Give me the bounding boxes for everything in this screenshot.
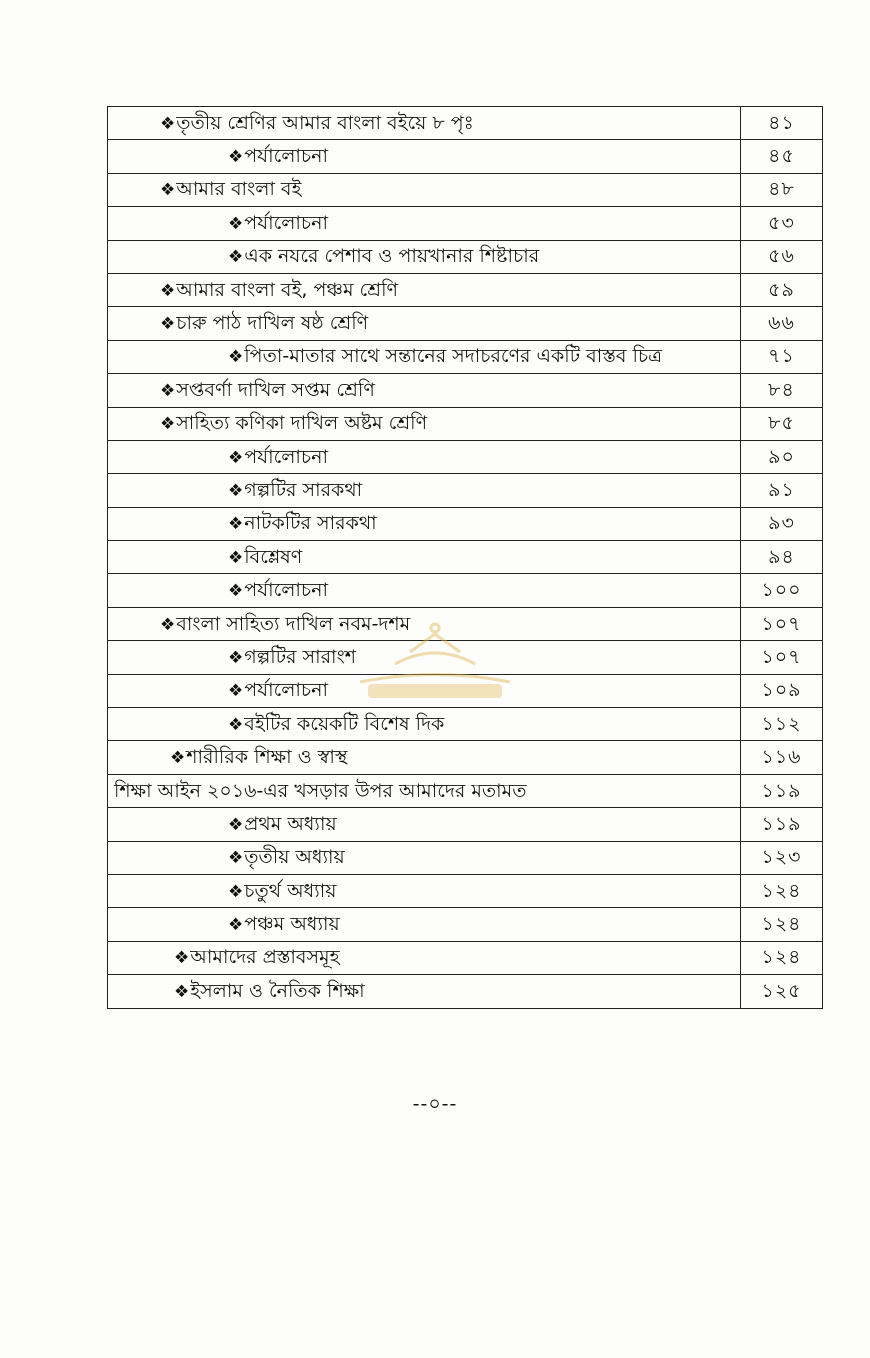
toc-row: [108, 407, 823, 440]
diamond-bullet-icon: ❖: [228, 480, 244, 501]
toc-entry: [108, 545, 303, 568]
toc-row: [108, 741, 823, 774]
toc-title-cell: [108, 173, 741, 206]
toc-entry: [108, 247, 539, 266]
diamond-bullet-icon: ❖: [228, 915, 244, 936]
toc-entry-title: বাংলা সাহিত্য দাখিল নবম-দশম: [176, 612, 411, 635]
toc-row: [108, 307, 823, 340]
toc-entry-title: পর্যালোচনা: [244, 579, 329, 602]
diamond-bullet-icon: ❖: [160, 314, 176, 335]
toc-row: [108, 240, 823, 273]
end-marker: --০--: [412, 1093, 458, 1115]
toc-page-number: ১২৩: [741, 841, 823, 874]
toc-page-number: ৭১: [741, 340, 823, 373]
toc-page-number: ৪৫: [741, 140, 823, 173]
toc-row: [108, 507, 823, 540]
toc-page-number: ৫৯: [741, 273, 823, 306]
diamond-bullet-icon: ❖: [228, 714, 244, 735]
diamond-bullet-icon: ❖: [228, 213, 244, 234]
toc-entry: [108, 514, 377, 533]
diamond-bullet-icon: ❖: [170, 748, 186, 769]
toc-entry: [108, 948, 340, 967]
diamond-bullet-icon: ❖: [228, 681, 244, 702]
toc-title-cell: [108, 941, 741, 974]
toc-title-cell: [108, 407, 741, 440]
toc-title-cell: [108, 908, 741, 941]
toc-row: [108, 107, 823, 140]
toc-row: [108, 908, 823, 941]
toc-row: [108, 774, 823, 807]
toc-entry-title: পর্যালোচনা: [244, 445, 329, 468]
toc-title-cell: [108, 774, 741, 807]
toc-page-number: ৯১: [741, 474, 823, 507]
toc-title-cell: [108, 273, 741, 306]
toc-row: [108, 541, 823, 574]
toc-title-cell: [108, 474, 741, 507]
toc-entry-title: গল্পটির সারাংশ: [244, 645, 356, 668]
toc-row: [108, 841, 823, 874]
toc-title-cell: [108, 107, 741, 140]
toc-title-cell: [108, 975, 741, 1008]
toc-title-cell: [108, 541, 741, 574]
toc-page-number: ৪১: [741, 107, 823, 140]
toc-entry-title: ইসলাম ও নৈতিক শিক্ষা: [190, 979, 365, 1002]
toc-page-number: ১০৭: [741, 641, 823, 674]
toc-page-number: ১১৯: [741, 774, 823, 807]
diamond-bullet-icon: ❖: [228, 647, 244, 668]
diamond-bullet-icon: ❖: [228, 814, 244, 835]
toc-entry-title: শিক্ষা আইন ২০১৬-এর খসড়ার উপর আমাদের মতামত: [114, 779, 527, 802]
diamond-bullet-icon: ❖: [228, 147, 244, 168]
toc-page-number: ৯০: [741, 440, 823, 473]
toc-entry: [108, 478, 363, 501]
toc-page-number: ৫৩: [741, 207, 823, 240]
diamond-bullet-icon: ❖: [228, 848, 244, 869]
toc-title-cell: [108, 374, 741, 407]
diamond-bullet-icon: ❖: [160, 113, 176, 134]
toc-row: [108, 440, 823, 473]
toc-entry: [108, 645, 356, 668]
toc-entry-title: আমার বাংলা বই: [176, 178, 302, 201]
toc-title-cell: [108, 507, 741, 540]
toc-page-number: ১১২: [741, 708, 823, 741]
toc-title-cell: [108, 340, 741, 373]
toc-entry: [108, 581, 328, 600]
toc-entry: [108, 445, 329, 468]
toc-entry-title: আমার বাংলা বই, পঞ্চম শ্রেণি: [176, 278, 399, 301]
toc-entry-title: বিশ্লেষণ: [244, 545, 303, 568]
toc-entry-title: তৃতীয় অধ্যায়: [244, 846, 345, 869]
toc-page-number: ৬৬: [741, 307, 823, 340]
diamond-bullet-icon: ❖: [228, 447, 244, 468]
toc-page-number: ১১৯: [741, 808, 823, 841]
toc-entry: [108, 848, 345, 867]
toc-title-cell: [108, 307, 741, 340]
toc-entry: [108, 414, 427, 433]
toc-page-number: ৮৫: [741, 407, 823, 440]
diamond-bullet-icon: ❖: [228, 247, 244, 268]
toc-entry-title: পর্যালোচনা: [244, 679, 329, 702]
toc-row: [108, 941, 823, 974]
toc-body: [108, 107, 823, 1009]
toc-row: [108, 874, 823, 907]
toc-page-number: ১২৫: [741, 975, 823, 1008]
toc-page-number: ১০০: [741, 574, 823, 607]
toc-entry: [108, 147, 328, 166]
toc-row: [108, 474, 823, 507]
toc-entry-title: চতুর্থ অধ্যায়: [244, 879, 337, 902]
toc-page-number: ১২৪: [741, 941, 823, 974]
toc-entry: [108, 915, 340, 934]
toc-title-cell: [108, 207, 741, 240]
toc-entry-title: সপ্তবর্ণা দাখিল সপ্তম শ্রেণি: [176, 378, 375, 401]
toc-entry: [108, 681, 328, 700]
toc-entry: [108, 712, 445, 735]
toc-entry-title: এক নযরে পেশাব ও পায়খানার শিষ্টাচার: [244, 245, 540, 268]
toc-entry-title: পিতা-মাতার সাথে সন্তানের সদাচরণের একটি বাস্তব চিত্র: [244, 345, 663, 368]
toc-entry-title: আমাদের প্রস্তাবসমূহ: [190, 946, 340, 969]
diamond-bullet-icon: ❖: [160, 180, 176, 201]
toc-row: [108, 708, 823, 741]
diamond-bullet-icon: ❖: [228, 514, 244, 535]
toc-entry: [108, 812, 337, 835]
diamond-bullet-icon: ❖: [228, 347, 244, 368]
toc-entry: [108, 180, 301, 199]
toc-page-number: ১২৪: [741, 874, 823, 907]
toc-entry: [108, 779, 527, 802]
toc-entry-title: শারীরিক শিক্ষা ও স্বাস্থ: [186, 746, 348, 769]
toc-page-number: ৪৮: [741, 173, 823, 206]
toc-title-cell: [108, 140, 741, 173]
toc-entry-title: বইটির কয়েকটি বিশেষ দিক: [244, 712, 445, 735]
toc-entry-title: নাটকটির সারকথা: [244, 512, 377, 535]
toc-entry: [108, 979, 365, 1002]
toc-row: [108, 173, 823, 206]
toc-entry-title: প্রথম অধ্যায়: [244, 812, 337, 835]
book-logo-icon: [340, 612, 530, 712]
toc-entry: [108, 748, 347, 767]
toc-title-cell: [108, 440, 741, 473]
diamond-bullet-icon: ❖: [160, 380, 176, 401]
toc-page-number: ১১৬: [741, 741, 823, 774]
toc-row: [108, 207, 823, 240]
toc-row: [108, 975, 823, 1008]
diamond-bullet-icon: ❖: [160, 414, 176, 435]
toc-title-cell: [108, 708, 741, 741]
diamond-bullet-icon: ❖: [228, 581, 244, 602]
toc-entry: [108, 278, 399, 301]
diamond-bullet-icon: ❖: [174, 981, 190, 1002]
toc-row: [108, 808, 823, 841]
diamond-bullet-icon: ❖: [160, 280, 176, 301]
table-of-contents: [107, 106, 823, 1009]
toc-title-cell: [108, 874, 741, 907]
toc-entry-title: সাহিত্য কণিকা দাখিল অষ্টম শ্রেণি: [176, 412, 428, 435]
diamond-bullet-icon: ❖: [228, 881, 244, 902]
toc-row: [108, 140, 823, 173]
toc-entry: [108, 347, 662, 366]
toc-page-number: ৮৪: [741, 374, 823, 407]
toc-entry: [108, 111, 474, 134]
toc-row: [108, 273, 823, 306]
toc-page-number: ১০৯: [741, 674, 823, 707]
toc-page-number: ৫৬: [741, 240, 823, 273]
toc-entry: [108, 378, 375, 401]
diamond-bullet-icon: ❖: [228, 547, 244, 568]
diamond-bullet-icon: ❖: [174, 948, 190, 969]
toc-title-cell: [108, 574, 741, 607]
diamond-bullet-icon: ❖: [160, 614, 176, 635]
toc-row: [108, 574, 823, 607]
toc-entry: [108, 211, 329, 234]
toc-entry-title: গল্পটির সারকথা: [244, 478, 363, 501]
toc-entry-title: তৃতীয় শ্রেণির আমার বাংলা বইয়ে ৮ পৃঃ: [176, 111, 474, 134]
toc-entry-title: পঞ্চম অধ্যায়: [244, 913, 340, 936]
toc-page-number: ১২৪: [741, 908, 823, 941]
toc-row: [108, 374, 823, 407]
toc-entry-title: পর্যালোচনা: [244, 211, 329, 234]
toc-row: [108, 340, 823, 373]
toc-page-number: ৯৩: [741, 507, 823, 540]
toc-entry: [108, 314, 368, 333]
toc-title-cell: [108, 808, 741, 841]
toc-entry-title: পর্যালোচনা: [244, 145, 329, 168]
toc-page-number: ১০৭: [741, 607, 823, 640]
toc-title-cell: [108, 240, 741, 273]
toc-title-cell: [108, 741, 741, 774]
toc-entry: [108, 879, 337, 902]
toc-page-number: ৯৪: [741, 541, 823, 574]
toc-title-cell: [108, 841, 741, 874]
toc-entry-title: চারু পাঠ দাখিল ষষ্ঠ শ্রেণি: [176, 312, 369, 335]
